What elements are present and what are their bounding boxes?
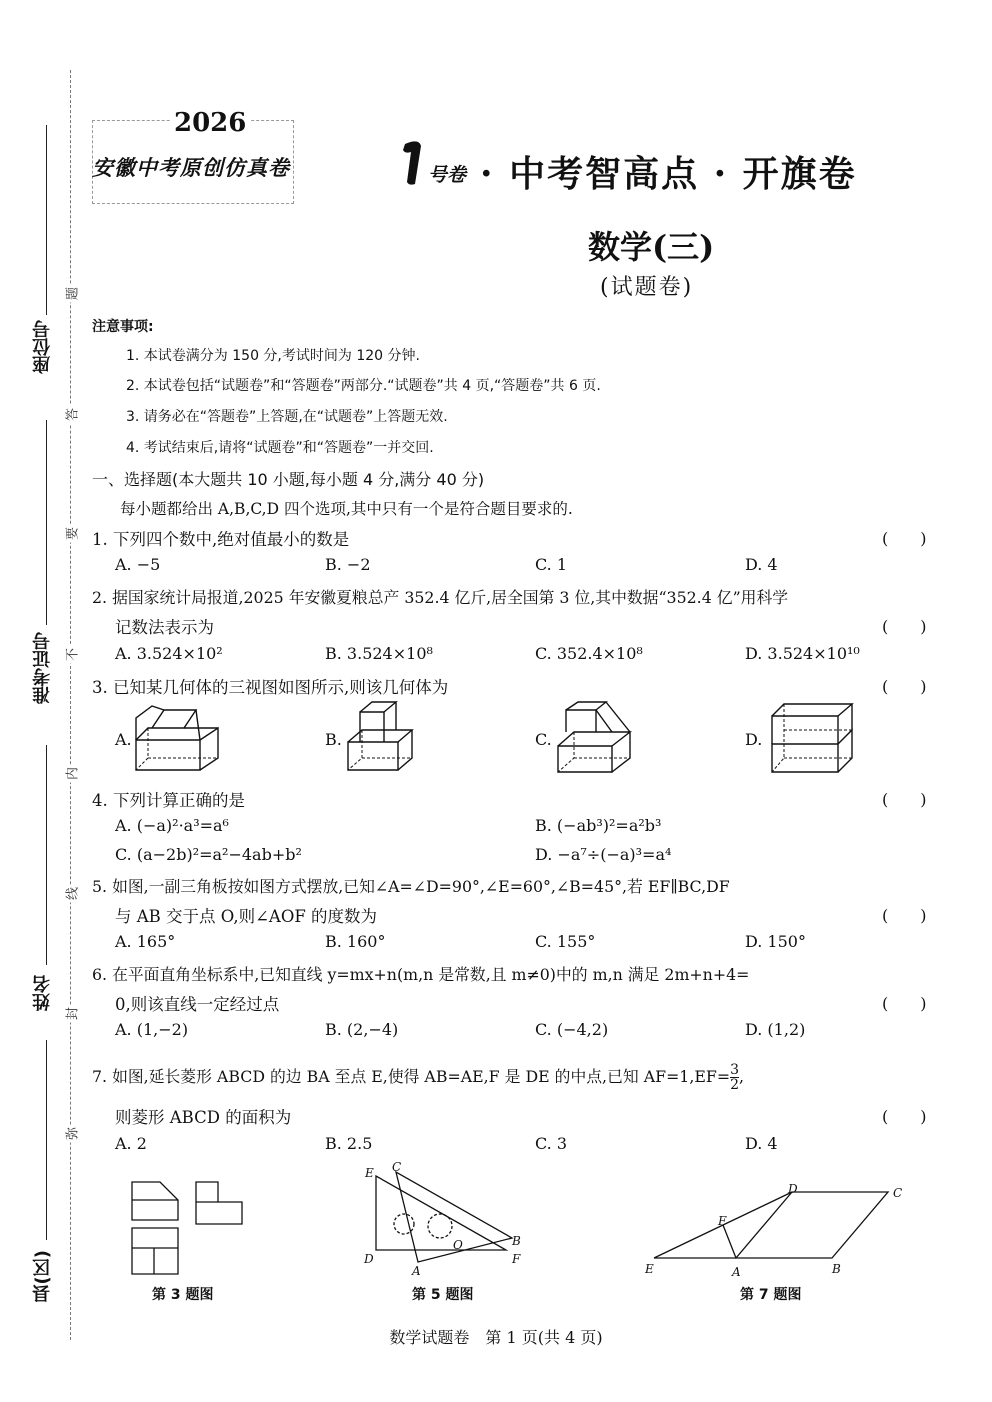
figure-3-caption: 第 3 题图 <box>152 1287 214 1303</box>
fig7-label-d: D <box>788 1182 798 1196</box>
figure-5-triangles <box>362 1158 532 1283</box>
main-title: · 中考智高点 · 开旗卷 <box>480 153 857 195</box>
figure-5-caption: 第 5 题图 <box>412 1287 474 1303</box>
seal-char: 不 <box>62 646 81 664</box>
q4-option-a[interactable]: A. (−a)²·a³=a⁶ <box>115 816 229 835</box>
fig5-label-c: C <box>392 1160 402 1174</box>
q7-option-c[interactable]: C. 3 <box>535 1134 568 1153</box>
q3-option-a[interactable]: A. <box>115 730 132 749</box>
q5-option-a[interactable]: A. 165° <box>115 932 176 951</box>
fig7-label-a: A <box>732 1265 741 1279</box>
fig7-label-c: C <box>893 1186 903 1200</box>
exam-id-label: 准考证号 <box>32 632 53 704</box>
question-2-stem-cont: 记数法表示为 <box>115 618 214 637</box>
q5-option-d[interactable]: D. 150° <box>745 932 806 951</box>
answer-paren[interactable]: ( ) <box>882 677 927 696</box>
question-7-stem-end: , <box>739 1067 745 1086</box>
note-item: 3. 请务必在“答题卷”上答题,在“试题卷”上答题无效. <box>126 409 448 425</box>
question-6-stem: 6. 在平面直角坐标系中,已知直线 y=mx+n(m,n 是常数,且 m≠0)中的 m,n 满足 2m+n+4= <box>92 965 750 984</box>
answer-paren[interactable]: ( ) <box>882 790 927 809</box>
seal-char: 内 <box>62 765 81 783</box>
county-label: 县(区) <box>32 1250 53 1303</box>
question-1-stem: 1. 下列四个数中,绝对值最小的数是 <box>92 530 350 549</box>
name-label: 姓名 <box>32 975 53 1011</box>
seat-number-blank[interactable] <box>46 125 47 315</box>
fig5-label-e: E <box>365 1166 374 1180</box>
seal-char: 要 <box>62 525 81 543</box>
q6-option-c[interactable]: C. (−4,2) <box>535 1020 609 1039</box>
q4-option-d[interactable]: D. −a⁷÷(−a)³=a⁴ <box>535 845 672 864</box>
title-small: 号卷 <box>428 164 467 186</box>
q7-option-a[interactable]: A. 2 <box>115 1134 147 1153</box>
q2-option-b[interactable]: B. 3.524×10⁸ <box>325 644 433 663</box>
q3-solid-c <box>556 700 636 776</box>
q2-option-a[interactable]: A. 3.524×10² <box>115 644 223 663</box>
question-5-stem-cont: 与 AB 交于点 O,则∠AOF 的度数为 <box>115 907 378 926</box>
seal-char: 弥 <box>62 1125 81 1143</box>
fraction-denominator: 2 <box>730 1077 740 1093</box>
note-item: 4. 考试结束后,请将“试题卷”和“答题卷”一并交回. <box>126 440 434 456</box>
fraction-three-halves <box>730 1063 739 1092</box>
answer-paren[interactable]: ( ) <box>882 529 927 548</box>
q5-option-c[interactable]: C. 155° <box>535 932 596 951</box>
brand-name: 安徽中考原创仿真卷 <box>92 155 290 180</box>
fig5-label-a: A <box>412 1264 421 1278</box>
section-intro: 每小题都给出 A,B,C,D 四个选项,其中只有一个是符合题目要求的. <box>120 500 573 518</box>
figure-7-rhombus <box>648 1186 898 1266</box>
question-7-stem: 7. 如图,延长菱形 ABCD 的边 BA 至点 E,使得 AB=AE,F 是 DE 的中点,已知 AF=1,EF= <box>92 1067 731 1086</box>
seal-char: 封 <box>62 1005 81 1023</box>
fig7-label-b: B <box>832 1262 841 1276</box>
q1-option-d[interactable]: D. 4 <box>745 555 778 574</box>
fraction-numerator: 3 <box>730 1062 740 1078</box>
seal-char: 答 <box>62 406 81 424</box>
q1-option-b[interactable]: B. −2 <box>325 555 371 574</box>
q3-option-c[interactable]: C. <box>535 730 552 749</box>
q1-option-a[interactable]: A. −5 <box>115 555 161 574</box>
q7-option-d[interactable]: D. 4 <box>745 1134 778 1153</box>
answer-paren[interactable]: ( ) <box>882 994 927 1013</box>
fig5-label-b: B <box>512 1234 521 1248</box>
figure-7-caption: 第 7 题图 <box>740 1287 802 1303</box>
fig7-label-e: E <box>645 1262 654 1276</box>
q3-option-b[interactable]: B. <box>325 730 342 749</box>
answer-paren[interactable]: ( ) <box>882 906 927 925</box>
seal-char: 线 <box>62 885 81 903</box>
fig5-label-o: O <box>453 1238 463 1252</box>
answer-paren[interactable]: ( ) <box>882 1107 927 1126</box>
section-heading: 一、选择题(本大题共 10 小题,每小题 4 分,满分 40 分) <box>92 470 485 489</box>
q7-option-b[interactable]: B. 2.5 <box>325 1134 373 1153</box>
note-item: 2. 本试卷包括“试题卷”和“答题卷”两部分.“试题卷”共 4 页,“答题卷”共 6 页. <box>126 378 601 394</box>
question-7-stem-cont: 则菱形 ABCD 的面积为 <box>115 1108 292 1127</box>
name-blank[interactable] <box>46 745 47 965</box>
seal-dotted-line <box>70 70 71 1340</box>
county-blank[interactable] <box>46 1040 47 1240</box>
q3-option-d[interactable]: D. <box>745 730 763 749</box>
year-label: 2026 <box>170 108 250 138</box>
fig7-label-f: F <box>718 1214 727 1228</box>
q3-solid-b <box>344 700 424 775</box>
page-footer: 数学试题卷 第 1 页(共 4 页) <box>389 1328 603 1347</box>
q6-option-a[interactable]: A. (1,−2) <box>115 1020 189 1039</box>
q4-option-b[interactable]: B. (−ab³)²=a²b³ <box>535 816 662 835</box>
question-5-stem: 5. 如图,一副三角板按如图方式摆放,已知∠A=∠D=90°,∠E=60°,∠B=45°,若 EF∥BC,DF <box>92 877 730 896</box>
q2-option-d[interactable]: D. 3.524×10¹⁰ <box>745 644 860 663</box>
q3-solid-d <box>768 700 858 776</box>
notes-heading: 注意事项: <box>92 319 154 335</box>
q4-option-c[interactable]: C. (a−2b)²=a²−4ab+b² <box>115 845 302 864</box>
seat-number-label: 座位号 <box>32 320 53 374</box>
question-4-stem: 4. 下列计算正确的是 <box>92 791 245 810</box>
question-2-stem: 2. 据国家统计局报道,2025 年安徽夏粮总产 352.4 亿斤,居全国第 3 位,其中数据“352.4 亿”用科学 <box>92 588 789 607</box>
fig5-label-f: F <box>512 1252 521 1266</box>
q2-option-c[interactable]: C. 352.4×10⁸ <box>535 644 643 663</box>
fig5-label-d: D <box>364 1252 374 1266</box>
q6-option-b[interactable]: B. (2,−4) <box>325 1020 399 1039</box>
figure-3-three-views <box>128 1178 248 1278</box>
q3-solid-a <box>134 700 224 775</box>
question-7-stem-line <box>92 1063 744 1092</box>
paper-type: (试题卷) <box>600 275 694 300</box>
exam-id-blank[interactable] <box>46 420 47 625</box>
q1-option-c[interactable]: C. 1 <box>535 555 568 574</box>
note-item: 1. 本试卷满分为 150 分,考试时间为 120 分钟. <box>126 348 420 364</box>
question-6-stem-cont: 0,则该直线一定经过点 <box>115 995 280 1014</box>
seal-char: 题 <box>62 285 81 303</box>
answer-paren[interactable]: ( ) <box>882 617 927 636</box>
q6-option-d[interactable]: D. (1,2) <box>745 1020 806 1039</box>
question-3-stem: 3. 已知某几何体的三视图如图所示,则该几何体为 <box>92 678 449 697</box>
subject-title: 数学(三) <box>588 228 715 266</box>
q5-option-b[interactable]: B. 160° <box>325 932 386 951</box>
